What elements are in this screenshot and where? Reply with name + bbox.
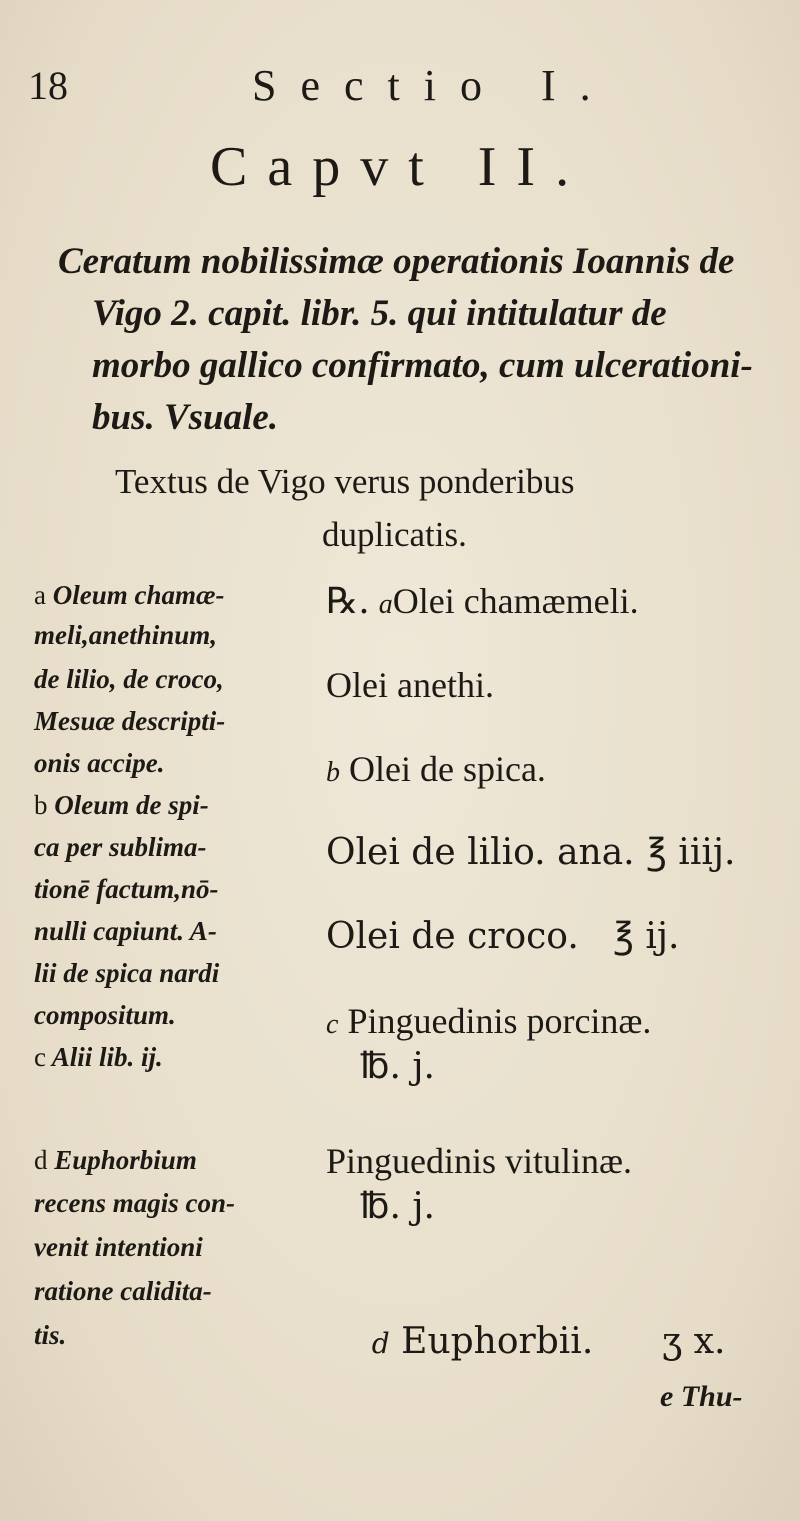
marginal-note: venit intentioni xyxy=(34,1232,203,1262)
marginal-note: tionē factum,nō- xyxy=(34,874,219,904)
textus-heading-cont: duplicatis. xyxy=(322,515,467,554)
recipe-letter: a xyxy=(378,589,393,620)
chapter-title: Capvt II. xyxy=(210,136,590,198)
marginal-note: ratione calidita- xyxy=(34,1276,212,1306)
catchword: e Thu- xyxy=(660,1380,743,1413)
marginal-note: tis. xyxy=(34,1320,67,1350)
marginal-note xyxy=(34,1145,197,1176)
note-text: Oleum de spi- xyxy=(54,790,209,820)
recipe-text: Pinguedinis porcinæ. xyxy=(347,1001,652,1041)
recipe-line: Olei de croco. ℥ ij. xyxy=(326,916,680,957)
marginal-note xyxy=(34,790,209,821)
recipe-text: Olei chamæmeli. xyxy=(392,581,639,621)
recipe-letter: d xyxy=(371,1327,390,1360)
recipe-line xyxy=(326,748,546,790)
note-text: Alii lib. ij. xyxy=(51,1042,163,1072)
marginal-note: meli,anethinum, xyxy=(34,620,218,650)
note-mark: d xyxy=(34,1145,48,1175)
marginal-note xyxy=(34,1042,163,1073)
recipe-letter: c xyxy=(326,1009,339,1040)
recipe-line: Pinguedinis vitulinæ. xyxy=(326,1141,633,1181)
note-text: Euphorbium xyxy=(54,1145,197,1175)
note-mark: c xyxy=(34,1042,46,1072)
marginal-note: compositum. xyxy=(34,1000,176,1030)
marginal-note: ca per sublima- xyxy=(34,832,207,862)
recipe-line xyxy=(326,1000,651,1042)
heading-line: Vigo 2. capit. libr. 5. qui intitulatur de xyxy=(92,293,667,334)
marginal-note xyxy=(34,580,224,611)
recipe-text: Euphorbii. ʒ x. xyxy=(401,1321,726,1362)
note-text: Oleum chamæ- xyxy=(52,580,225,610)
marginal-note: de lilio, de croco, xyxy=(34,664,224,694)
recipe-sign-icon: ℞. xyxy=(326,581,370,622)
marginal-note: recens magis con- xyxy=(34,1188,235,1218)
page-number: 18 xyxy=(28,63,68,108)
running-title: Sectio I. xyxy=(252,61,615,110)
marginal-note: Mesuæ descripti- xyxy=(34,706,226,736)
note-mark: b xyxy=(34,790,48,820)
heading-line: morbo gallico confirmato, cum ulcerationi- xyxy=(92,345,753,386)
recipe-line: ℔. j. xyxy=(360,1046,435,1087)
textus-heading: Textus de Vigo verus ponderibus xyxy=(115,462,575,501)
marginal-note: lii de spica nardi xyxy=(34,958,220,988)
recipe-line xyxy=(326,580,639,622)
recipe-line: Olei anethi. xyxy=(326,665,494,705)
recipe-line: ℔. j. xyxy=(360,1186,435,1227)
recipe-text: Olei de spica. xyxy=(349,749,546,789)
heading-line: Ceratum nobilissimæ operationis Ioannis de xyxy=(58,241,735,282)
marginal-note: nulli capiunt. A- xyxy=(34,916,217,946)
heading-line: bus. Vsuale. xyxy=(92,397,279,438)
recipe-line: Olei de lilio. ana. ℥ iiij. xyxy=(326,832,736,873)
note-mark: a xyxy=(34,580,46,610)
marginal-note: onis accipe. xyxy=(34,748,165,778)
recipe-letter: b xyxy=(326,757,340,788)
